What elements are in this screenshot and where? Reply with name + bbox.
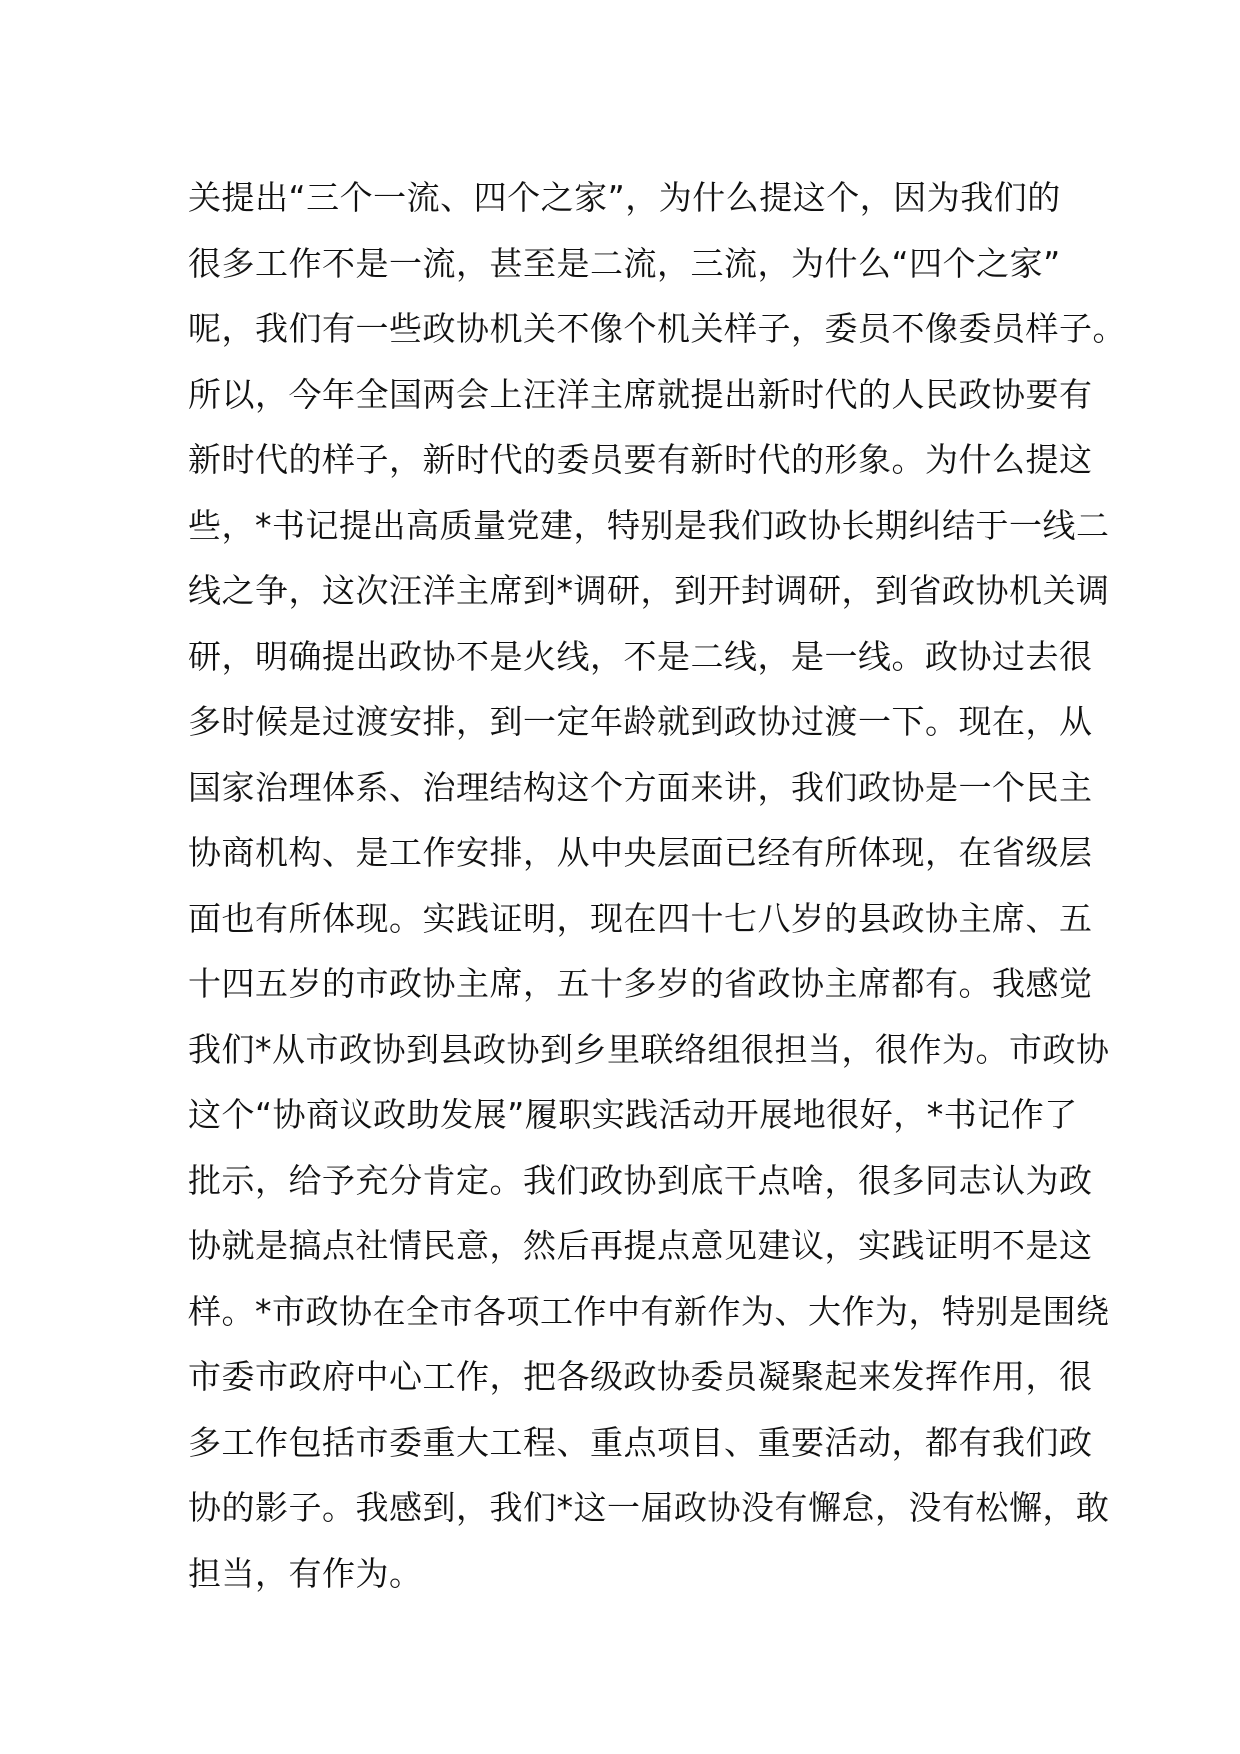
text-line: 这个“协商议政助发展”履职实践活动开展地很好，*书记作了 (188, 1095, 1078, 1134)
text-line: 协商机构、是工作安排，从中央层面已经有所体现，在省级层 (188, 833, 1093, 872)
text-line: 面也有所体现。实践证明，现在四十七八岁的县政协主席、五 (188, 898, 1093, 938)
text-line: 研，明确提出政协不是火线，不是二线，是一线。政协过去很 (188, 636, 1093, 676)
text-line: 关提出“三个一流、四个之家”，为什么提这个，因为我们的 (188, 178, 1061, 217)
text-line: 所以，今年全国两会上汪洋主席就提出新时代的人民政协要有 (188, 374, 1093, 414)
text-line: 呢，我们有一些政协机关不像个机关样子，委员不像委员样子。 (188, 309, 1126, 348)
body-paragraph (188, 165, 1126, 1606)
text-line: 样。*市政协在全市各项工作中有新作为、大作为，特别是围绕 (188, 1291, 1110, 1331)
text-line: 协就是搞点社情民意，然后再提点意见建议，实践证明不是这 (188, 1226, 1093, 1265)
text-line: 协的影子。我感到，我们*这一届政协没有懈怠，没有松懈，敢 (188, 1488, 1110, 1527)
text-line: 线之争，这次汪洋主席到*调研，到开封调研，到省政协机关调 (188, 571, 1110, 610)
text-line: 担当，有作为。 (188, 1553, 423, 1593)
text-line: 市委市政府中心工作，把各级政协委员凝聚起来发挥作用，很 (188, 1357, 1093, 1396)
text-line: 批示，给予充分肯定。我们政协到底干点啥，很多同志认为政 (188, 1160, 1093, 1200)
text-line: 我们*从市政协到县政协到乡里联络组很担当，很作为。市政协 (188, 1029, 1110, 1069)
text-line: 多时候是过渡安排，到一定年龄就到政协过渡一下。现在，从 (188, 702, 1093, 741)
text-line: 些，*书记提出高质量党建，特别是我们政协长期纠结于一线二 (188, 505, 1110, 545)
text-line: 十四五岁的市政协主席，五十多岁的省政协主席都有。我感觉 (188, 964, 1093, 1003)
text-line: 很多工作不是一流，甚至是二流，三流，为什么“四个之家” (188, 243, 1061, 283)
text-line: 新时代的样子，新时代的委员要有新时代的形象。为什么提这 (188, 440, 1093, 479)
text-line: 多工作包括市委重大工程、重点项目、重要活动，都有我们政 (188, 1422, 1093, 1462)
text-line: 国家治理体系、治理结构这个方面来讲，我们政协是一个民主 (188, 767, 1093, 807)
